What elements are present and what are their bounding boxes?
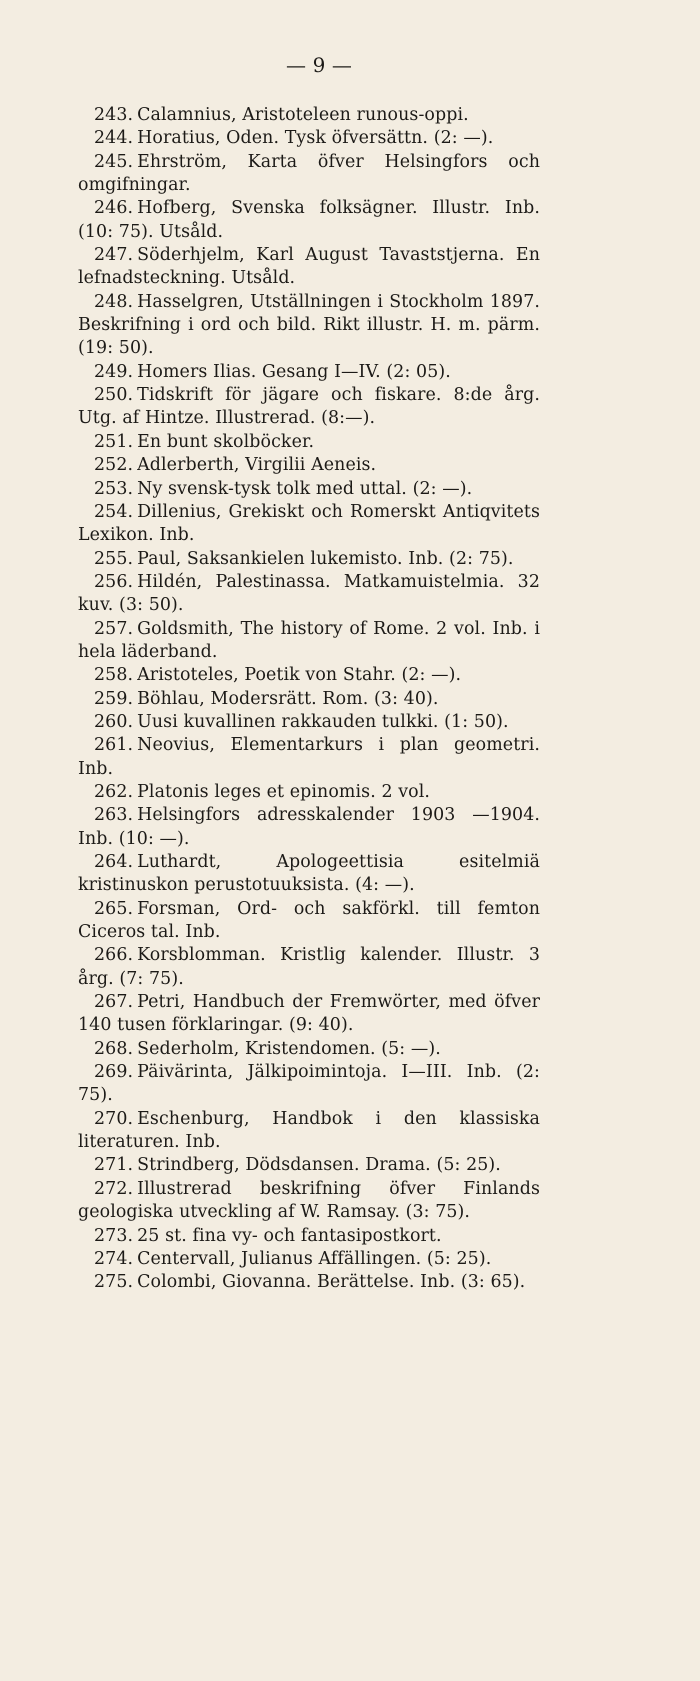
catalog-entry [78,244,540,291]
entry-text: Aristoteles, Poetik von Stahr. (2: —). [137,665,462,686]
entry-number: 269. [94,1062,134,1083]
entry-number: 271. [94,1155,134,1176]
catalog-entry [78,454,540,477]
catalog-entry [78,431,540,454]
entry-number: 272. [94,1178,134,1199]
entry-number: 270. [94,1108,134,1129]
entry-text: Horatius, Oden. Tysk öfversättn. (2: —). [137,128,494,149]
entry-text: Hofberg, Svenska folksägner. Illustr. Inb. (10: 75). Utsåld. [78,198,540,242]
entry-text: Hildén, Palestinassa. Matkamuistelmia. 32 kuv. (3: 50). [78,571,540,616]
entry-number: 265. [94,898,134,919]
entry-number: 256. [94,571,134,592]
entry-text: Illustrerad beskrifning öfver Finlands geologiska utveckling af W. Ramsay. (3: 75). [78,1178,540,1223]
catalog-entry [78,127,540,150]
catalog-entry [78,384,540,431]
entry-text: Homers Ilias. Gesang I—IV. (2: 05). [137,361,451,382]
entry-number: 249. [94,361,134,382]
catalog-entry [78,781,540,804]
catalog-entry [78,944,540,991]
entry-text: Hasselgren, Utställningen i Stockholm 1897. Beskrifning i ord och bild. Rikt illustr. H. m. pärm. (19: 50). [78,291,540,359]
catalog-entry [78,1178,540,1225]
entry-text: Centervall, Julianus Affällingen. (5: 25). [137,1248,492,1269]
entry-text: Sederholm, Kristendomen. (5: —). [137,1038,441,1059]
entry-number: 247. [94,245,134,266]
page-number: — 9 — [286,53,352,77]
catalog-entry [78,548,540,571]
catalog-entry [78,1154,540,1177]
catalog-entry [78,1038,540,1061]
entry-number: 260. [94,711,134,732]
entry-text: Eschenburg, Handbok i den klassiska literaturen. Inb. [78,1108,540,1153]
catalog-entry [78,711,540,734]
entry-number: 258. [94,665,134,686]
entry-text: Adlerberth, Virgilii Aeneis. [137,455,377,476]
catalog-entry [78,1248,540,1271]
catalog-entry [78,734,540,781]
entry-number: 263. [94,805,134,826]
entry-text: Dillenius, Grekiskt och Romerskt Antiqvitets Lexikon. Inb. [78,501,540,546]
entry-number: 261. [94,735,134,756]
entry-number: 253. [94,478,134,499]
entry-text: Päivärinta, Jälkipoimintoja. I—III. Inb. (2: 75). [78,1062,540,1106]
catalog-entry [78,688,540,711]
entry-text: Böhlau, Modersrätt. Rom. (3: 40). [137,688,439,709]
entry-number: 246. [94,198,134,219]
entry-number: 250. [94,385,134,406]
catalog-page [78,52,540,1295]
catalog-entry [78,664,540,687]
entry-number: 245. [94,151,134,172]
entry-text: Forsman, Ord- och sakförkl. till femton Ciceros tal. Inb. [78,898,540,943]
catalog-entry [78,291,540,361]
catalog-entry [78,618,540,665]
catalog-entry [78,1108,540,1155]
entry-text: 25 st. fina vy- och fantasipostkort. [137,1225,442,1246]
entry-number: 274. [94,1248,134,1269]
catalog-entry [78,478,540,501]
catalog-entry [78,151,540,198]
entry-text: Colombi, Giovanna. Berättelse. Inb. (3: 65). [137,1272,526,1293]
entry-number: 248. [94,291,134,312]
entry-text: Platonis leges et epinomis. 2 vol. [137,781,431,802]
entry-number: 254. [94,501,134,522]
catalog-entry [78,571,540,618]
entry-text: Helsingfors adresskalender 1903 —1904. Inb. (10: —). [78,805,540,849]
entry-number: 259. [94,688,134,709]
entry-text: Korsblomman. Kristlig kalender. Illustr. 3 årg. (7: 75). [78,945,540,989]
entry-text: Ehrström, Karta öfver Helsingfors och omgifningar. [78,151,540,196]
entry-text: Söderhjelm, Karl August Tavaststjerna. En lefnadsteckning. Utsåld. [78,245,540,289]
catalog-entry [78,197,540,244]
entry-list [78,104,540,1295]
entry-text: En bunt skolböcker. [137,431,315,452]
catalog-entry [78,1271,540,1294]
entry-text: Luthardt, Apologeettisia esitelmiä kristinuskon perustotuuksista. (4: —). [78,852,540,896]
entry-number: 266. [94,945,134,966]
entry-text: Uusi kuvallinen rakkauden tulkki. (1: 50). [137,711,509,732]
catalog-entry [78,1225,540,1248]
entry-text: Calamnius, Aristoteleen runous-oppi. [137,105,469,125]
entry-number: 275. [94,1272,134,1293]
entry-number: 264. [94,852,134,872]
catalog-entry [78,104,540,127]
catalog-entry [78,991,540,1038]
entry-text: Ny svensk-tysk tolk med uttal. (2: —). [137,478,473,499]
catalog-entry [78,361,540,384]
entry-number: 257. [94,618,134,639]
catalog-entry [78,1061,540,1108]
entry-text: Strindberg, Dödsdansen. Drama. (5: 25). [137,1155,501,1176]
entry-number: 252. [94,455,134,476]
entry-text: Neovius, Elementarkurs i plan geometri. Inb. [78,735,540,779]
catalog-entry [78,851,540,898]
entry-text: Goldsmith, The history of Rome. 2 vol. Inb. i hela läderband. [78,618,540,662]
catalog-entry [78,898,540,945]
entry-number: 255. [94,548,134,569]
catalog-entry [78,804,540,851]
entry-text: Petri, Handbuch der Fremwörter, med öfver 140 tusen förklaringar. (9: 40). [78,992,540,1036]
entry-number: 273. [94,1225,134,1246]
entry-text: Paul, Saksankielen lukemisto. Inb. (2: 75). [137,548,514,569]
catalog-entry [78,501,540,548]
entry-text: Tidskrift för jägare och fiskare. 8:de årg. Utg. af Hintze. Illustrerad. (8:—). [78,385,540,429]
entry-number: 251. [94,431,134,452]
entry-number: 262. [94,781,134,802]
entry-number: 243. [94,105,134,125]
entry-number: 244. [94,128,134,149]
entry-number: 268. [94,1038,134,1059]
entry-number: 267. [94,992,134,1013]
